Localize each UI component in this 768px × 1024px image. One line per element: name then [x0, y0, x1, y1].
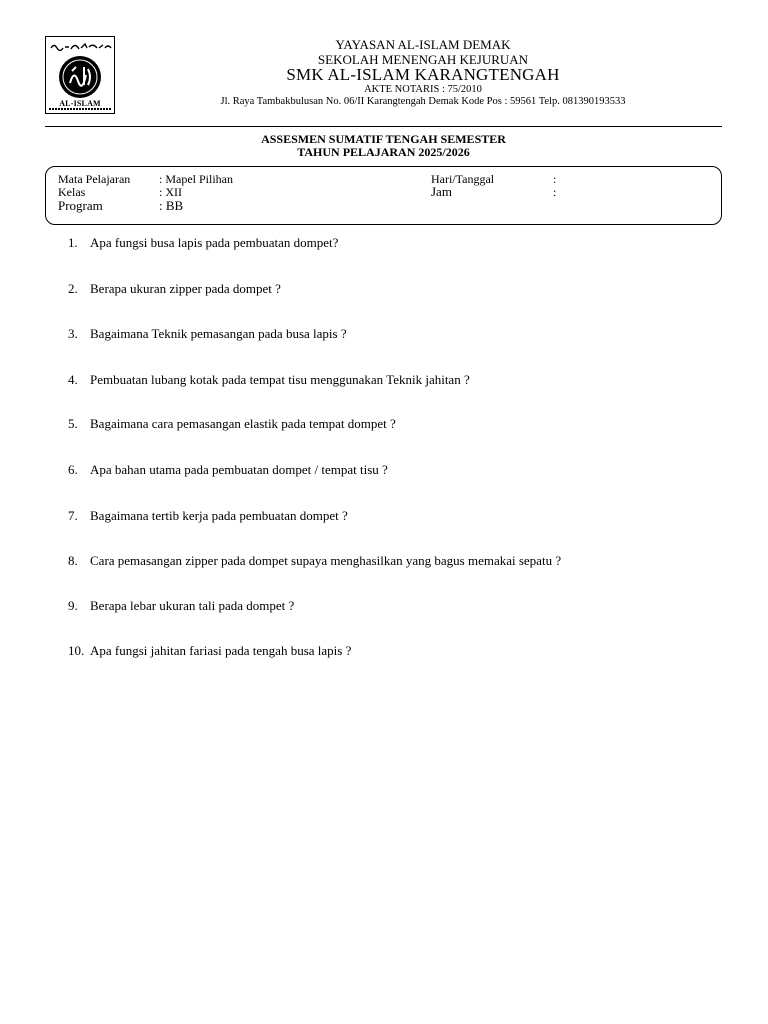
time-value: :: [553, 185, 557, 199]
subject-value: : Mapel Pilihan: [159, 172, 233, 186]
class-label: Kelas: [58, 185, 86, 199]
program-label: Program: [58, 198, 103, 213]
question-text: Pembuatan lubang kotak pada tempat tisu menggunakan Teknik jahitan ?: [90, 372, 470, 387]
school-name: SMK AL-ISLAM KARANGTENGAH: [286, 65, 560, 84]
arabic-calligraphy-band: [49, 41, 113, 51]
question-text: Apa fungsi jahitan fariasi pada tengah busa lapis ?: [90, 643, 352, 658]
question-text: Bagaimana cara pemasangan elastik pada tempat dompet ?: [90, 416, 396, 431]
question-item: [68, 416, 396, 432]
question-item: [68, 553, 561, 569]
question-number: 5.: [68, 416, 78, 431]
question-item: [68, 462, 388, 478]
notary-deed: AKTE NOTARIS : 75/2010: [364, 84, 482, 95]
question-item: [68, 235, 338, 251]
question-text: Apa fungsi busa lapis pada pembuatan dompet?: [90, 235, 339, 250]
header-divider: [45, 126, 722, 127]
question-number: 1.: [68, 235, 78, 250]
foundation-name: YAYASAN AL-ISLAM DEMAK: [335, 37, 511, 52]
question-text: Berapa lebar ukuran tali pada dompet ?: [90, 598, 295, 613]
question-item: [68, 281, 281, 297]
question-item: [68, 598, 294, 614]
question-text: Bagaimana tertib kerja pada pembuatan dompet ?: [90, 508, 348, 523]
day-date-value: :: [553, 172, 557, 186]
logo-text: AL-ISLAM: [59, 99, 101, 108]
academic-year: TAHUN PELAJARAN 2025/2026: [297, 145, 470, 159]
question-number: 6.: [68, 462, 78, 477]
exam-info-box: [45, 166, 722, 225]
question-number: 8.: [68, 553, 78, 568]
question-item: [68, 372, 470, 388]
exam-title: ASSESMEN SUMATIF TENGAH SEMESTER: [261, 132, 506, 146]
question-number: 4.: [68, 372, 78, 387]
question-text: Cara pemasangan zipper pada dompet supaya menghasilkan yang bagus memakai sepatu ?: [90, 553, 562, 568]
time-label: Jam: [431, 184, 452, 199]
question-number: 2.: [68, 281, 78, 296]
question-text: Bagaimana Teknik pemasangan pada busa lapis ?: [90, 326, 347, 341]
question-item: [68, 643, 351, 659]
question-item: [68, 326, 347, 342]
question-number: 7.: [68, 508, 78, 523]
emblem-icon: [58, 55, 102, 99]
program-value: : BB: [159, 198, 184, 213]
logo-subtext-line: [49, 108, 111, 110]
question-text: Apa bahan utama pada pembuatan dompet / tempat tisu ?: [90, 462, 388, 477]
question-number: 3.: [68, 326, 78, 341]
question-number: 9.: [68, 598, 78, 613]
school-address: Jl. Raya Tambakbulusan No. 06/II Karangtengah Demak Kode Pos : 59561 Telp. 081390193533: [220, 96, 626, 107]
subject-label: Mata Pelajaran: [58, 172, 131, 186]
school-logo: [45, 36, 115, 114]
question-number: 10.: [68, 643, 85, 658]
day-date-label: Hari/Tanggal: [431, 172, 495, 186]
question-text: Berapa ukuran zipper pada dompet ?: [90, 281, 281, 296]
school-level: SEKOLAH MENENGAH KEJURUAN: [317, 52, 529, 67]
question-item: [68, 508, 348, 524]
class-value: : XII: [159, 185, 182, 199]
